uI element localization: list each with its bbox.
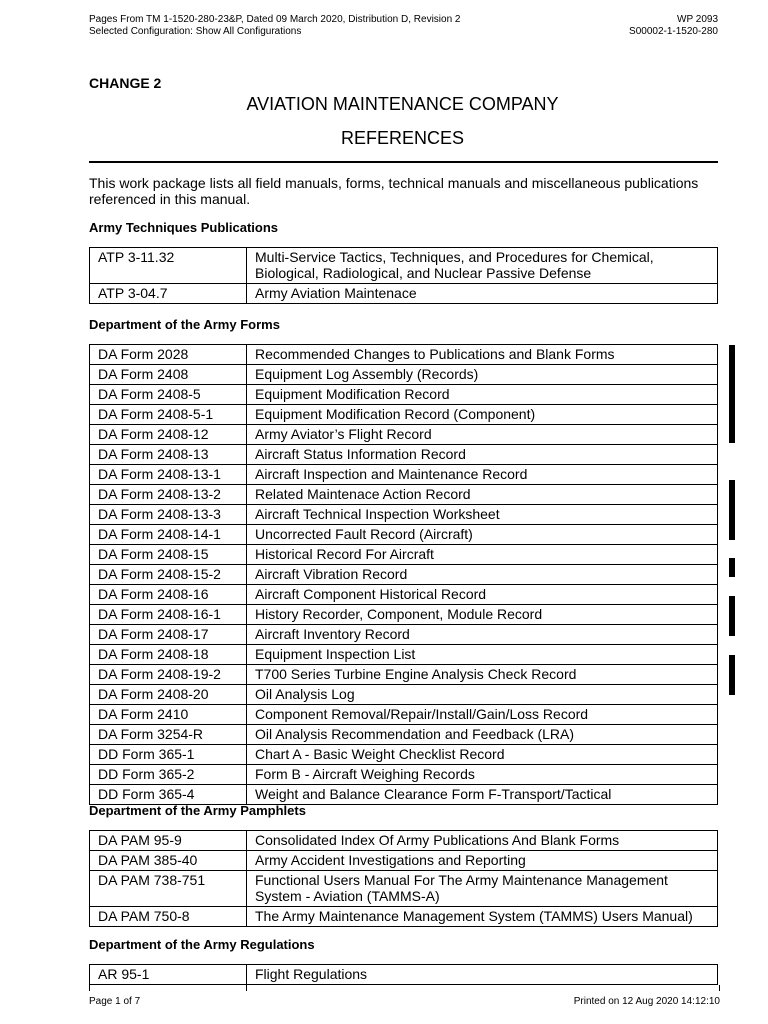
reference-id: DA Form 2408-20 (90, 685, 247, 705)
reference-id: ATP 3-11.32 (90, 248, 247, 284)
change-bar (729, 558, 735, 577)
table-row (90, 765, 718, 785)
reference-title: Multi-Service Tactics, Techniques, and Procedures for Chemical, Biological, Radiological, and Nuclear Passive Defense (247, 248, 718, 284)
reference-title: Oil Analysis Log (247, 685, 718, 705)
reference-id: DA Form 2408-19-2 (90, 665, 247, 685)
reference-id: DA Form 2408 (90, 365, 247, 385)
table-row (90, 345, 718, 365)
table-row (90, 385, 718, 405)
table-row (90, 284, 718, 304)
reference-title: Army Aviator’s Flight Record (247, 425, 718, 445)
table-row (90, 605, 718, 625)
reference-id: DA Form 2408-16-1 (90, 605, 247, 625)
table-row (90, 645, 718, 665)
page-title: AVIATION MAINTENANCE COMPANY (246, 94, 559, 114)
reference-id: DD Form 365-2 (90, 765, 247, 785)
header-configuration-line: Selected Configuration: Show All Configurations (89, 26, 302, 37)
table-row (90, 365, 718, 385)
change-bar (729, 480, 735, 540)
printed-timestamp: Printed on 12 Aug 2020 14:12:10 (573, 996, 720, 1007)
reference-id: DA Form 2408-5-1 (90, 405, 247, 425)
change-label: CHANGE 2 (89, 75, 162, 91)
regulations-table (89, 964, 718, 985)
header-source-line: Pages From TM 1-1520-280-23&P, Dated 09 March 2020, Distribution D, Revision 2 (89, 14, 461, 25)
reference-id: DA Form 2408-13-2 (90, 485, 247, 505)
table-row (90, 405, 718, 425)
header-left (89, 14, 460, 38)
reference-title: Army Aviation Maintenace (247, 284, 718, 304)
section-heading-atp: Army Techniques Publications (89, 220, 279, 235)
reference-title: Component Removal/Repair/Install/Gain/Loss Record (247, 705, 718, 725)
reference-id: DA PAM 750-8 (90, 907, 247, 927)
reference-id: DA Form 2408-12 (90, 425, 247, 445)
header-document-number: S00002-1-1520-280 (629, 26, 718, 37)
reference-id: DA Form 2408-14-1 (90, 525, 247, 545)
reference-title: Weight and Balance Clearance Form F-Transport/Tactical (247, 785, 718, 805)
reference-title: Equipment Log Assembly (Records) (247, 365, 718, 385)
reference-title: Uncorrected Fault Record (Aircraft) (247, 525, 718, 545)
table-row (90, 565, 718, 585)
header-right (629, 14, 718, 38)
reference-id: DA Form 3254-R (90, 725, 247, 745)
table-row (90, 465, 718, 485)
title-rule (89, 161, 718, 163)
table-row (90, 725, 718, 745)
reference-title: Flight Regulations (247, 965, 718, 985)
reference-id: DA Form 2408-13-1 (90, 465, 247, 485)
table-row (90, 745, 718, 765)
reference-title: Aircraft Technical Inspection Worksheet (247, 505, 718, 525)
reference-title: Equipment Inspection List (247, 645, 718, 665)
reference-title: Consolidated Index Of Army Publications And Blank Forms (247, 831, 718, 851)
table-continuation-divider (246, 985, 247, 991)
reference-id: AR 95-1 (90, 965, 247, 985)
section-heading-pamphlets: Department of the Army Pamphlets (89, 803, 306, 818)
reference-id: DA Form 2408-13 (90, 445, 247, 465)
reference-title: History Recorder, Component, Module Record (247, 605, 718, 625)
table-row (90, 425, 718, 445)
page-subtitle: REFERENCES (340, 128, 465, 148)
section-heading-forms: Department of the Army Forms (89, 317, 280, 332)
reference-title: Aircraft Status Information Record (247, 445, 718, 465)
table-row (90, 525, 718, 545)
forms-table (89, 344, 718, 805)
table-continuation (89, 985, 720, 991)
reference-title: The Army Maintenance Management System (TAMMS) Users Manual) (247, 907, 718, 927)
reference-title: Aircraft Inspection and Maintenance Record (247, 465, 718, 485)
atp-table (89, 247, 718, 304)
table-row (90, 248, 718, 284)
reference-id: DA Form 2408-13-3 (90, 505, 247, 525)
reference-title: Functional Users Manual For The Army Maintenance Management System - Aviation (TAMMS-A) (247, 871, 718, 907)
table-row (90, 545, 718, 565)
reference-id: DA Form 2028 (90, 345, 247, 365)
header-work-package: WP 2093 (677, 14, 718, 25)
page-number: Page 1 of 7 (89, 996, 141, 1007)
table-row (90, 907, 718, 927)
pamphlets-table (89, 830, 718, 927)
reference-title: Historical Record For Aircraft (247, 545, 718, 565)
reference-title: Equipment Modification Record (247, 385, 718, 405)
reference-title: Aircraft Inventory Record (247, 625, 718, 645)
reference-id: DA Form 2408-15 (90, 545, 247, 565)
reference-id: DA PAM 95-9 (90, 831, 247, 851)
reference-title: Aircraft Vibration Record (247, 565, 718, 585)
table-row (90, 851, 718, 871)
reference-id: DD Form 365-1 (90, 745, 247, 765)
reference-title: Recommended Changes to Publications and Blank Forms (247, 345, 718, 365)
reference-title: Related Maintenace Action Record (247, 485, 718, 505)
change-bar (729, 596, 735, 636)
table-row (90, 705, 718, 725)
reference-title: Chart A - Basic Weight Checklist Record (247, 745, 718, 765)
reference-title: Oil Analysis Recommendation and Feedback (LRA) (247, 725, 718, 745)
reference-id: DA Form 2408-18 (90, 645, 247, 665)
reference-id: ATP 3-04.7 (90, 284, 247, 304)
reference-title: Equipment Modification Record (Component) (247, 405, 718, 425)
change-bar (729, 655, 735, 695)
table-row (90, 485, 718, 505)
reference-title: T700 Series Turbine Engine Analysis Check Record (247, 665, 718, 685)
reference-id: DA PAM 385-40 (90, 851, 247, 871)
table-row (90, 965, 718, 985)
table-row (90, 625, 718, 645)
change-bar (729, 345, 735, 443)
table-row (90, 685, 718, 705)
table-row (90, 665, 718, 685)
table-row (90, 831, 718, 851)
table-row (90, 505, 718, 525)
reference-id: DA Form 2408-16 (90, 585, 247, 605)
reference-id: DA Form 2410 (90, 705, 247, 725)
reference-title: Army Accident Investigations and Reporting (247, 851, 718, 871)
reference-id: DA PAM 738-751 (90, 871, 247, 907)
intro-paragraph: This work package lists all field manuals, forms, technical manuals and miscellaneous publications referenced in this manual. (89, 175, 699, 207)
section-heading-regulations: Department of the Army Regulations (89, 937, 315, 952)
reference-id: DD Form 365-4 (90, 785, 247, 805)
table-row (90, 785, 718, 805)
table-row (90, 585, 718, 605)
table-row (90, 871, 718, 907)
table-row (90, 445, 718, 465)
reference-id: DA Form 2408-5 (90, 385, 247, 405)
reference-id: DA Form 2408-17 (90, 625, 247, 645)
reference-title: Form B - Aircraft Weighing Records (247, 765, 718, 785)
reference-title: Aircraft Component Historical Record (247, 585, 718, 605)
reference-id: DA Form 2408-15-2 (90, 565, 247, 585)
